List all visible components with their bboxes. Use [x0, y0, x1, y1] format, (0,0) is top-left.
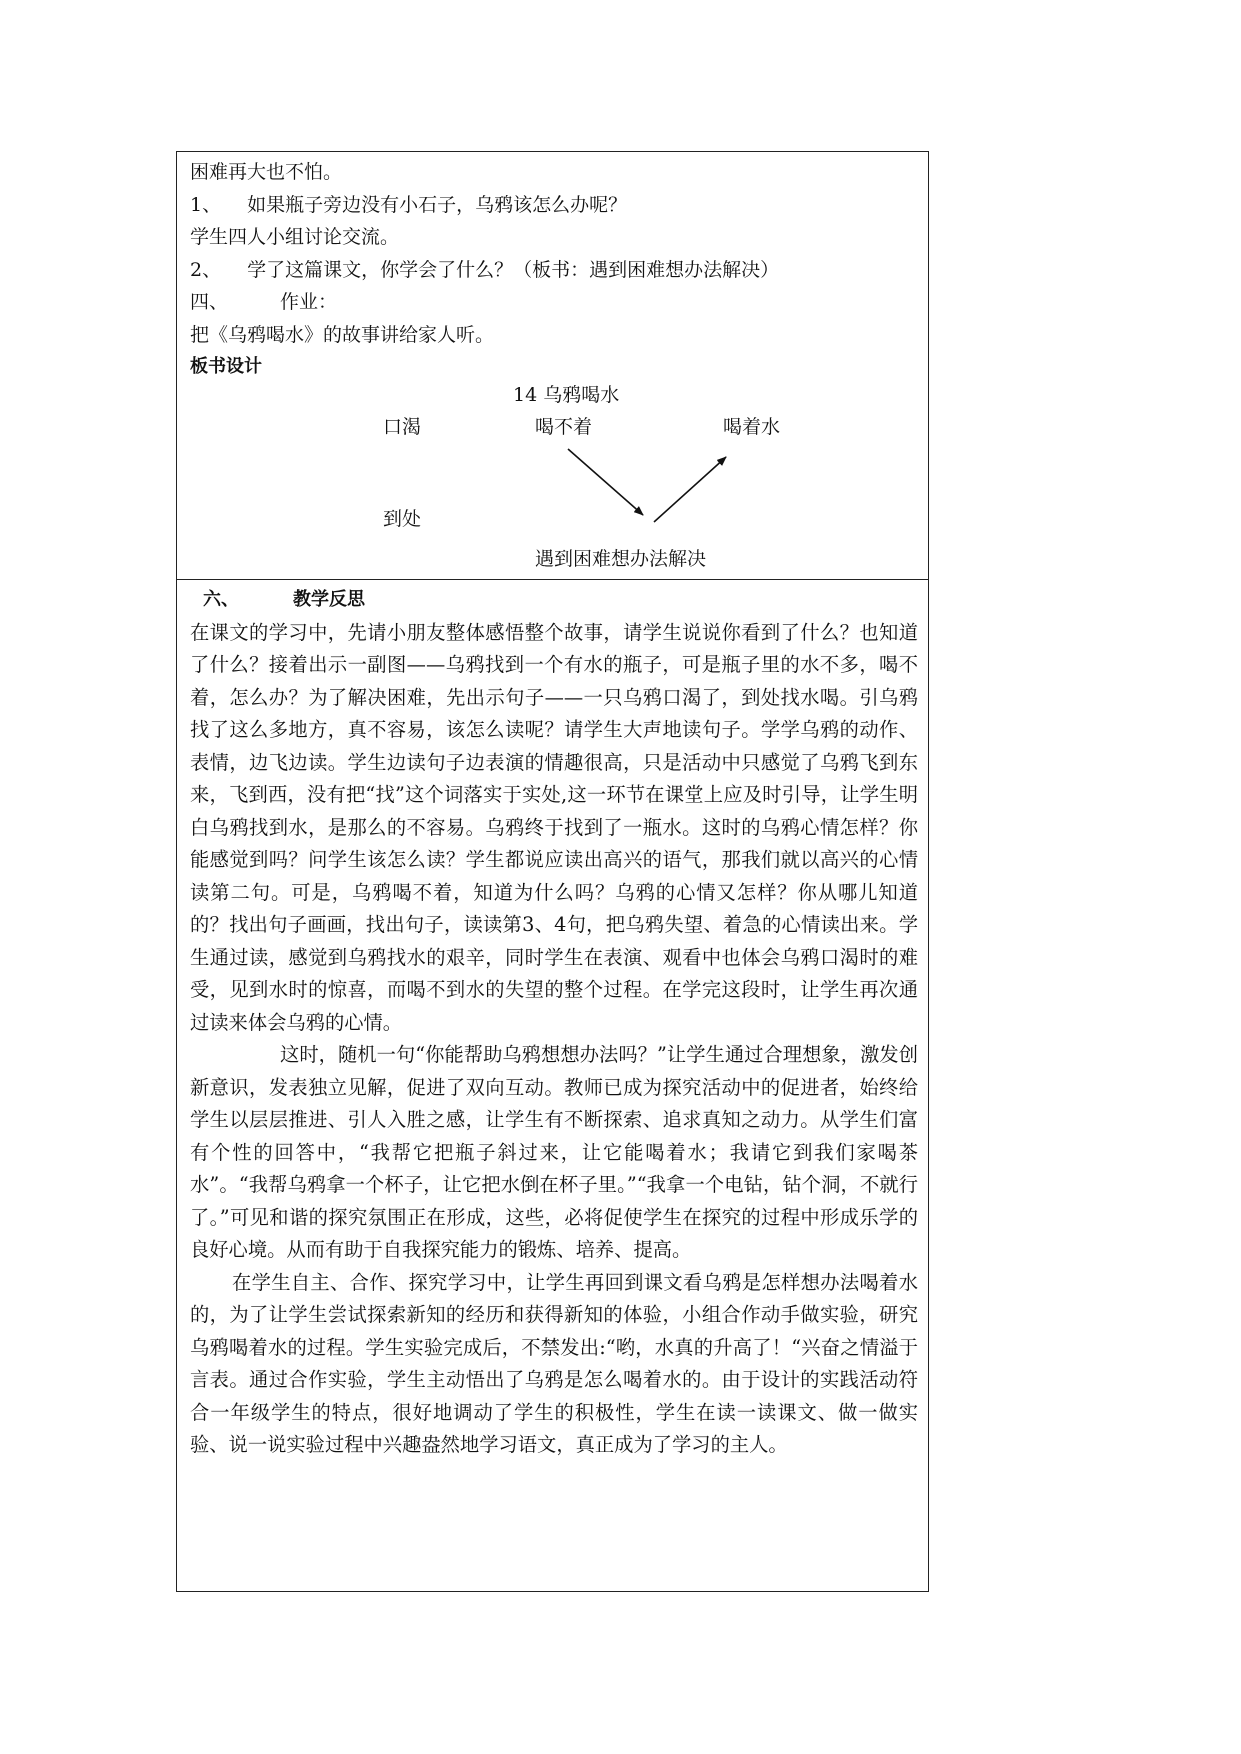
board-arrows — [177, 152, 930, 582]
text-line: 学生四人小组讨论交流。 — [190, 226, 400, 248]
arrow-up-right — [654, 457, 726, 522]
section-title: 教学反思 — [293, 589, 365, 610]
question-text: 学了这篇课文，你学会了什么？（板书：遇到困难想办法解决） — [247, 258, 780, 281]
reflection-heading — [190, 584, 918, 617]
section-title: 作业： — [280, 291, 338, 313]
question-text: 如果瓶子旁边没有小石子，乌鸦该怎么办呢？ — [247, 193, 628, 216]
board-label-thirsty: 口渴 — [383, 416, 422, 438]
section-number: 四、 — [190, 291, 229, 313]
board-label-cannot-drink: 喝不着 — [535, 416, 593, 438]
board-label-solve-problems: 遇到困难想办法解决 — [535, 548, 707, 570]
text-line: 困难再大也不怕。 — [190, 161, 343, 183]
homework-text: 把《乌鸦喝水》的故事讲给家人听。 — [190, 323, 495, 346]
reflection-paragraph-1: 在课文的学习中，先请小朋友整体感悟整个故事，请学生说说你看到了什么？也知道了什么？接着出示一副图——乌鸦找到一个有水的瓶子，可是瓶子里的水不多，喝不着，怎么办？为了解决困难，先出示句子——一只乌鸦口渴了，到处找水喝。引乌鸦找了这么多地方，真不容易，该怎么读呢？请学生大声地读句子。学学乌鸦的动作、表情，边飞边读。学生边读句子边表演的情趣很高，只是活动中只感觉了乌鸦飞到东来，飞到西，没有把“找”这个词落实于实处,这一环节在课堂上应及时引导，让学生明白乌鸦找到水，是那么的不容易。乌鸦终于找到了一瓶水。这时的乌鸦心情怎样？你能感觉到吗？问学生该怎么读？学生都说应读出高兴的语气，那我们就以高兴的心情读第二句。可是，乌鸦喝不着，知道为什么吗？乌鸦的心情又怎样？你从哪儿知道的？找出句子画画，找出句子，读读第3、4句，把乌鸦失望、着急的心情读出来。学生通过读，感觉到乌鸦找水的艰辛，同时学生在表演、观看中也体会乌鸦口渴时的难受，见到水时的惊喜，而喝不到水的失望的整个过程。在学完这段时，让学生再次通过读来体会乌鸦的心情。 — [190, 620, 918, 1034]
board-title: 14 乌鸦喝水 — [513, 384, 620, 406]
question-number: 1、 — [190, 193, 222, 216]
reflection-paragraph-2: 这时，随机一句“你能帮助乌鸦想想办法吗？”让学生通过合理想象，激发创新意识，发表独立见解，促进了双向互动。教师已成为探究活动中的促进者，始终给学生以层层推进、引人入胜之感，让学生有不断探索、追求真知之动力。从学生们富有个性的回答中，“我帮它把瓶子斜过来，让它能喝着水；我请它到我们家喝茶水”。“我帮乌鸦拿一个杯子，让它把水倒在杯子里。”“我拿一个电钻，钻个洞，不就行了。”可见和谐的探究氛围正在形成，这些，必将促使学生在探究的过程中形成乐学的良好心境。从而有助于自我探究能力的锻炼、培养、提高。 — [190, 1043, 918, 1261]
section-number: 六、 — [203, 589, 239, 610]
row-divider — [177, 579, 928, 580]
board-label-drinks-water: 喝着水 — [723, 416, 781, 438]
reflection-paragraph-3: 在学生自主、合作、探究学习中，让学生再回到课文看乌鸦是怎样想办法喝着水的，为了让学生尝试探索新知的经历和获得新知的体验，小组合作动手做实验，研究乌鸦喝着水的过程。学生实验完成后，不禁发出:“哟，水真的升高了！“兴奋之情溢于言表。通过合作实验，学生主动悟出了乌鸦是怎么喝着水的。由于设计的实践活动符合一年级学生的特点，很好地调动了学生的积极性，学生在读一读课文、做一做实验、说一说实验过程中兴趣盎然地学习语文，真正成为了学习的主人。 — [190, 1270, 918, 1456]
arrow-down-right — [568, 449, 643, 515]
board-label-everywhere: 到处 — [383, 508, 422, 530]
table-cell-reflection — [190, 584, 918, 1462]
board-design-heading: 板书设计 — [190, 356, 262, 377]
lesson-plan-table — [176, 151, 929, 1592]
question-number: 2、 — [190, 258, 222, 281]
